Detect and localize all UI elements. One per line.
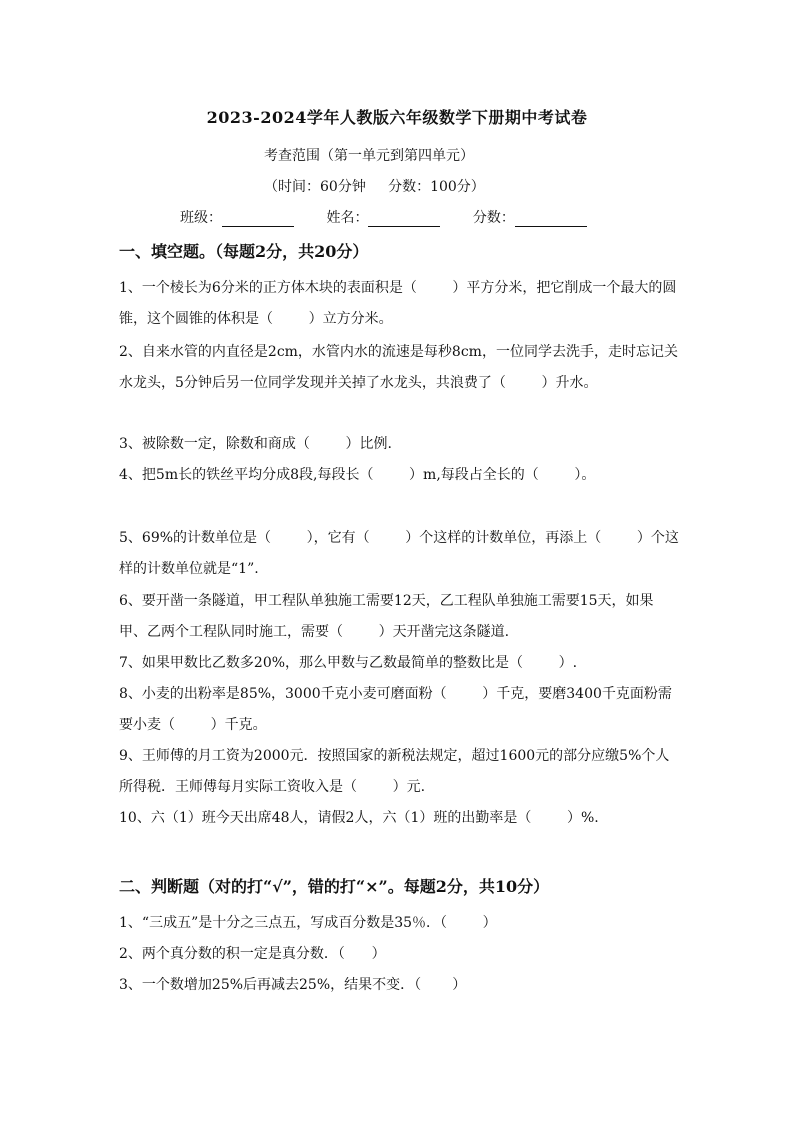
- score-label: 分数：: [472, 210, 515, 226]
- judge-question-1: 1、“三成五”是十分之三点五，写成百分数是35％．（ ）: [119, 915, 497, 931]
- judge-question-2: 2、两个真分数的积一定是真分数．（ ）: [119, 946, 386, 962]
- fill-question-9: 9、王师傅的月工资为2000元．按照国家的新税法规定，超过1600元的部分应缴5%个人所得税．王师傅每月实际工资收入是（ ）元.: [119, 748, 670, 795]
- fill-question-10: 10、六（1）班今天出席48人，请假2人，六（1）班的出勤率是（ ）%.: [119, 810, 599, 826]
- judge-question-3: 3、一个数增加25%后再减去25%，结果不变．（ ）: [119, 977, 467, 993]
- class-label: 班级：: [180, 210, 222, 226]
- fill-question-6: 6、要开凿一条隧道，甲工程队单独施工需要12天，乙工程队单独施工需要15天，如果甲、乙两个工程队同时施工，需要（ ）天开凿完这条隧道.: [119, 593, 654, 640]
- fill-question-8: 8、小麦的出粉率是85%，3000千克小麦可磨面粉（ ）千克，要磨3400千克面粉需要小麦（ ）千克。: [119, 686, 672, 733]
- class-field: [180, 207, 294, 227]
- name-blank[interactable]: [368, 212, 440, 227]
- exam-timing: （时间：60分钟 分数：100分）: [264, 179, 485, 195]
- class-blank[interactable]: [222, 212, 294, 227]
- exam-title: 2023-2024学年人教版六年级数学下册期中考试卷: [206, 108, 588, 127]
- name-field: [326, 207, 440, 227]
- exam-scope: 考查范围（第一单元到第四单元）: [264, 148, 474, 164]
- score-field: [473, 207, 587, 227]
- fill-question-4: 4、把5m长的铁丝平均分成8段,每段长（ ）m,每段占全长的（ ）。: [119, 467, 596, 483]
- section1-heading: 一、填空题。（每题2分，共20分）: [119, 242, 369, 261]
- fill-question-3: 3、被除数一定，除数和商成（ ）比例.: [119, 436, 392, 452]
- score-blank[interactable]: [515, 212, 587, 227]
- student-info-row: [180, 207, 615, 227]
- section2-heading: 二、判断题（对的打“√”，错的打“×”。每题2分，共10分）: [119, 877, 550, 896]
- fill-question-7: 7、如果甲数比乙数多20%，那么甲数与乙数最简单的整数比是（ ）.: [119, 655, 578, 671]
- fill-question-1: 1、一个棱长为6分米的正方体木块的表面积是（ ）平方分米，把它削成一个最大的圆锥，这个圆锥的体积是（ ）立方分米。: [119, 280, 677, 327]
- fill-question-5: 5、69%的计数单位是（ ），它有（ ）个这样的计数单位，再添上（ ）个这样的计数单位就是“1”.: [119, 530, 679, 577]
- name-label: 姓名：: [326, 210, 369, 226]
- fill-question-2: 2、自来水管的内直径是2cm，水管内水的流速是每秒8cm，一位同学去洗手，走时忘记关水龙头，5分钟后另一位同学发现并关掉了水龙头，共浪费了（ ）升水。: [119, 344, 678, 391]
